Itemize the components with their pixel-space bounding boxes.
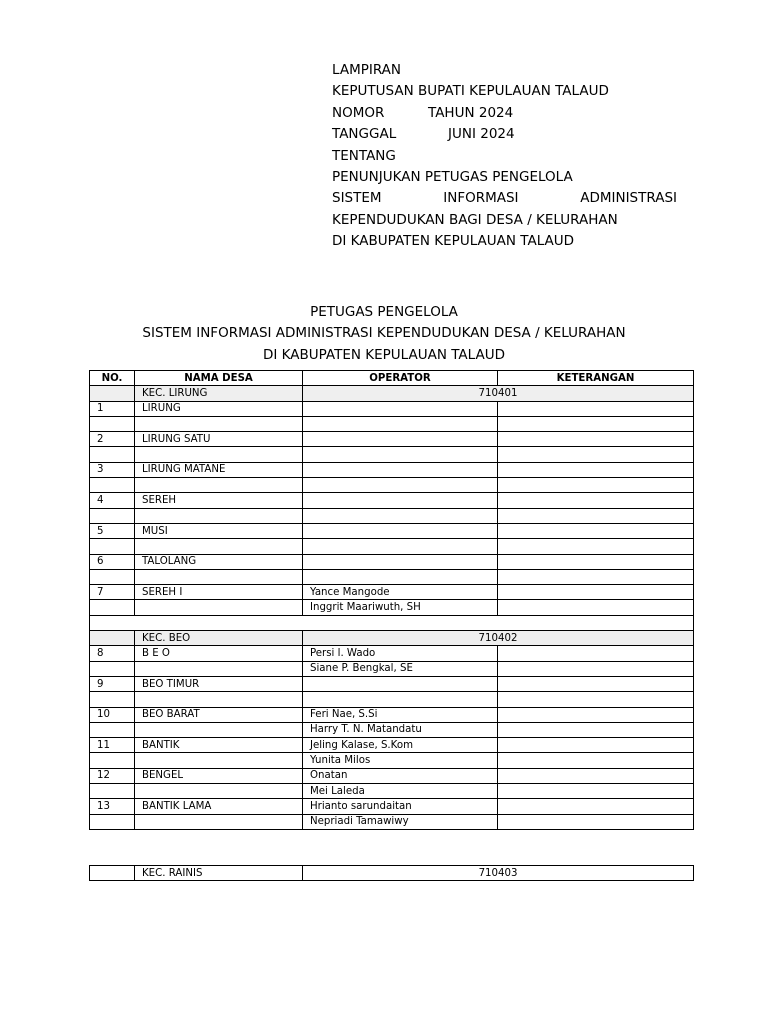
kecamatan-no-cell bbox=[90, 631, 135, 646]
cell-no: 5 bbox=[90, 523, 135, 538]
cell-nama-desa bbox=[135, 753, 303, 768]
cell-nama-desa bbox=[135, 784, 303, 799]
table-row bbox=[90, 661, 694, 676]
subject-word: INFORMASI bbox=[443, 190, 519, 207]
cell-no bbox=[90, 692, 135, 707]
cell-no: 6 bbox=[90, 554, 135, 569]
table-header-row bbox=[90, 371, 694, 386]
cell-no bbox=[90, 600, 135, 615]
cell-nama-desa bbox=[135, 814, 303, 829]
cell-operator bbox=[303, 401, 498, 416]
cell-nama-desa: B E O bbox=[135, 646, 303, 661]
cell-operator: Onatan bbox=[303, 768, 498, 783]
header-keterangan: KETERANGAN bbox=[498, 371, 694, 386]
table-row bbox=[90, 478, 694, 493]
subject-word: SISTEM bbox=[332, 190, 382, 207]
cell-operator: Inggrit Maariwuth, SH bbox=[303, 600, 498, 615]
cell-operator: Nepriadi Tamawiwy bbox=[303, 814, 498, 829]
cell-keterangan bbox=[498, 493, 694, 508]
cell-no bbox=[90, 753, 135, 768]
table-row bbox=[90, 447, 694, 462]
cell-no: 11 bbox=[90, 738, 135, 753]
document-title bbox=[0, 302, 768, 366]
table-row bbox=[90, 508, 694, 523]
cell-no: 10 bbox=[90, 707, 135, 722]
cell-keterangan bbox=[498, 432, 694, 447]
cell-operator bbox=[303, 692, 498, 707]
subject-word: ADMINISTRASI bbox=[580, 190, 677, 207]
kec-rainis-table bbox=[89, 865, 694, 881]
cell-no: 1 bbox=[90, 401, 135, 416]
header-nama-desa: NAMA DESA bbox=[135, 371, 303, 386]
cell-no bbox=[90, 416, 135, 431]
cell-nama-desa: SEREH I bbox=[135, 585, 303, 600]
nomor-label: NOMOR bbox=[332, 104, 385, 121]
nomor-value: TAHUN 2024 bbox=[428, 104, 514, 121]
cell-operator: Hrianto sarundaitan bbox=[303, 799, 498, 814]
cell-operator bbox=[303, 569, 498, 584]
cell-operator bbox=[303, 432, 498, 447]
cell-nama-desa: LIRUNG SATU bbox=[135, 432, 303, 447]
table-row bbox=[90, 401, 694, 416]
cell-nama-desa: BENGEL bbox=[135, 768, 303, 783]
spacer-cell bbox=[90, 615, 694, 630]
cell-operator bbox=[303, 539, 498, 554]
cell-operator: Jeling Kalase, S.Kom bbox=[303, 738, 498, 753]
cell-no bbox=[90, 569, 135, 584]
cell-operator: Yunita Milos bbox=[303, 753, 498, 768]
cell-keterangan bbox=[498, 600, 694, 615]
cell-keterangan bbox=[498, 401, 694, 416]
cell-nama-desa bbox=[135, 508, 303, 523]
cell-keterangan bbox=[498, 707, 694, 722]
table-row bbox=[90, 569, 694, 584]
cell-nama-desa bbox=[135, 722, 303, 737]
cell-no: 7 bbox=[90, 585, 135, 600]
tanggal-value: JUNI 2024 bbox=[448, 126, 515, 143]
cell-no bbox=[90, 814, 135, 829]
cell-nama-desa: SEREH bbox=[135, 493, 303, 508]
table-body bbox=[90, 386, 694, 830]
title-line-2: SISTEM INFORMASI ADMINISTRASI KEPENDUDUKAN DESA / KELURAHAN bbox=[142, 325, 626, 342]
cell-nama-desa: BEO BARAT bbox=[135, 707, 303, 722]
cell-no: 12 bbox=[90, 768, 135, 783]
cell-operator: Feri Nae, S.Si bbox=[303, 707, 498, 722]
cell-no bbox=[90, 661, 135, 676]
cell-no bbox=[90, 539, 135, 554]
cell-operator bbox=[303, 676, 498, 691]
kecamatan-no-cell bbox=[90, 866, 135, 881]
table-row bbox=[90, 585, 694, 600]
cell-operator bbox=[303, 523, 498, 538]
cell-no: 2 bbox=[90, 432, 135, 447]
table-row bbox=[90, 523, 694, 538]
subject-line-2 bbox=[332, 188, 677, 209]
cell-operator bbox=[303, 416, 498, 431]
cell-no: 3 bbox=[90, 462, 135, 477]
kecamatan-row bbox=[90, 631, 694, 646]
cell-nama-desa bbox=[135, 692, 303, 707]
cell-keterangan bbox=[498, 585, 694, 600]
cell-keterangan bbox=[498, 738, 694, 753]
tanggal-line bbox=[332, 124, 677, 145]
keputusan-title: KEPUTUSAN BUPATI KEPULAUAN TALAUD bbox=[332, 83, 609, 100]
cell-nama-desa bbox=[135, 478, 303, 493]
table-row bbox=[90, 676, 694, 691]
cell-operator bbox=[303, 493, 498, 508]
cell-keterangan bbox=[498, 646, 694, 661]
kecamatan-code: 710402 bbox=[303, 631, 694, 646]
table-row bbox=[90, 738, 694, 753]
cell-operator: Yance Mangode bbox=[303, 585, 498, 600]
cell-keterangan bbox=[498, 784, 694, 799]
header-no: NO. bbox=[90, 371, 135, 386]
kecamatan-name: KEC. BEO bbox=[135, 631, 303, 646]
kecamatan-name: KEC. RAINIS bbox=[135, 866, 303, 881]
table-row bbox=[90, 554, 694, 569]
table-row bbox=[90, 707, 694, 722]
cell-operator: Persi l. Wado bbox=[303, 646, 498, 661]
table-row bbox=[90, 814, 694, 829]
cell-keterangan bbox=[498, 539, 694, 554]
cell-nama-desa: LIRUNG bbox=[135, 401, 303, 416]
subject-line-4: DI KABUPATEN KEPULAUAN TALAUD bbox=[332, 233, 575, 250]
cell-nama-desa: MUSI bbox=[135, 523, 303, 538]
cell-keterangan bbox=[498, 447, 694, 462]
table-row bbox=[90, 799, 694, 814]
cell-keterangan bbox=[498, 554, 694, 569]
cell-nama-desa bbox=[135, 569, 303, 584]
cell-operator bbox=[303, 508, 498, 523]
cell-operator bbox=[303, 554, 498, 569]
table-row bbox=[90, 753, 694, 768]
cell-keterangan bbox=[498, 416, 694, 431]
table-row bbox=[90, 416, 694, 431]
cell-no: 9 bbox=[90, 676, 135, 691]
cell-keterangan bbox=[498, 508, 694, 523]
kecamatan-name: KEC. LIRUNG bbox=[135, 386, 303, 401]
kecamatan-code: 710401 bbox=[303, 386, 694, 401]
cell-keterangan bbox=[498, 753, 694, 768]
cell-no bbox=[90, 478, 135, 493]
table-row bbox=[90, 600, 694, 615]
cell-nama-desa bbox=[135, 600, 303, 615]
kecamatan-row bbox=[90, 866, 694, 881]
cell-keterangan bbox=[498, 768, 694, 783]
cell-no bbox=[90, 508, 135, 523]
kecamatan-code: 710403 bbox=[303, 866, 694, 881]
subject-line-1: PENUNJUKAN PETUGAS PENGELOLA bbox=[332, 169, 573, 186]
table-row bbox=[90, 462, 694, 477]
kecamatan-no-cell bbox=[90, 386, 135, 401]
cell-operator bbox=[303, 478, 498, 493]
petugas-table bbox=[89, 370, 694, 830]
table-row bbox=[90, 784, 694, 799]
nomor-line bbox=[332, 103, 677, 124]
cell-keterangan bbox=[498, 462, 694, 477]
table-row bbox=[90, 646, 694, 661]
cell-nama-desa bbox=[135, 539, 303, 554]
cell-nama-desa bbox=[135, 416, 303, 431]
cell-keterangan bbox=[498, 523, 694, 538]
table-row bbox=[90, 692, 694, 707]
cell-no: 13 bbox=[90, 799, 135, 814]
table-row bbox=[90, 768, 694, 783]
cell-keterangan bbox=[498, 478, 694, 493]
table-row bbox=[90, 722, 694, 737]
cell-no: 4 bbox=[90, 493, 135, 508]
tanggal-label: TANGGAL bbox=[332, 126, 397, 143]
lampiran-label: LAMPIRAN bbox=[332, 62, 402, 78]
title-line-3: DI KABUPATEN KEPULAUAN TALAUD bbox=[262, 346, 506, 363]
cell-operator bbox=[303, 447, 498, 462]
cell-nama-desa: BEO TIMUR bbox=[135, 676, 303, 691]
cell-operator: Mei Laleda bbox=[303, 784, 498, 799]
title-line-1: PETUGAS PENGELOLA bbox=[310, 304, 458, 320]
cell-operator: Siane P. Bengkal, SE bbox=[303, 661, 498, 676]
tentang-label: TENTANG bbox=[332, 147, 396, 164]
cell-keterangan bbox=[498, 661, 694, 676]
document-header bbox=[332, 60, 677, 253]
cell-keterangan bbox=[498, 569, 694, 584]
cell-no bbox=[90, 447, 135, 462]
cell-keterangan bbox=[498, 692, 694, 707]
cell-keterangan bbox=[498, 799, 694, 814]
cell-nama-desa bbox=[135, 447, 303, 462]
kecamatan-row bbox=[90, 386, 694, 401]
cell-nama-desa: LIRUNG MATANE bbox=[135, 462, 303, 477]
cell-no bbox=[90, 784, 135, 799]
table-row bbox=[90, 539, 694, 554]
cell-keterangan bbox=[498, 722, 694, 737]
header-operator: OPERATOR bbox=[303, 371, 498, 386]
table-row bbox=[90, 432, 694, 447]
table-row bbox=[90, 493, 694, 508]
cell-keterangan bbox=[498, 676, 694, 691]
spacer-row bbox=[90, 615, 694, 630]
cell-keterangan bbox=[498, 814, 694, 829]
cell-nama-desa bbox=[135, 661, 303, 676]
cell-operator: Harry T. N. Matandatu bbox=[303, 722, 498, 737]
cell-nama-desa: TALOLANG bbox=[135, 554, 303, 569]
cell-operator bbox=[303, 462, 498, 477]
cell-nama-desa: BANTIK LAMA bbox=[135, 799, 303, 814]
subject-line-3: KEPENDUDUKAN BAGI DESA / KELURAHAN bbox=[332, 211, 618, 228]
cell-no: 8 bbox=[90, 646, 135, 661]
cell-no bbox=[90, 722, 135, 737]
cell-nama-desa: BANTIK bbox=[135, 738, 303, 753]
